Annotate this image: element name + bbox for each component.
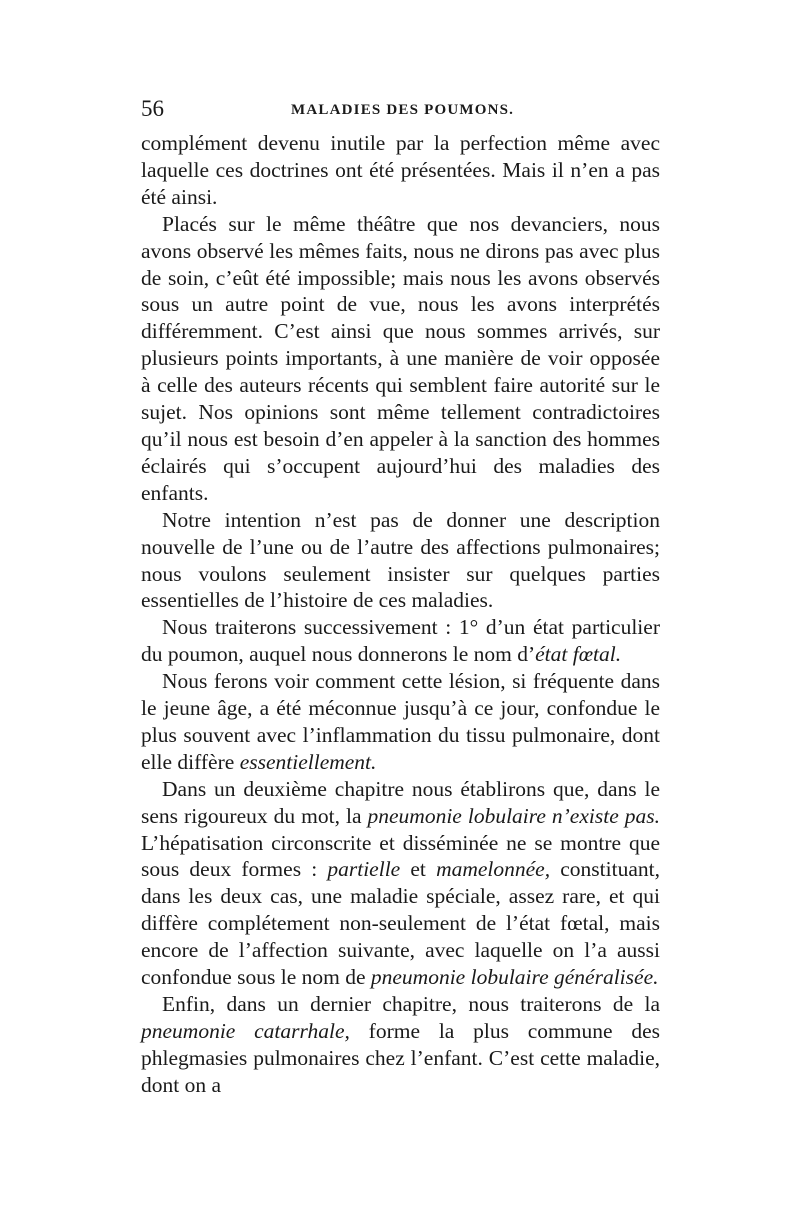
paragraph-text: forme la plus commune des phlegmasies pulmonaires chez l’enfant. C’est cette maladie, dont on a <box>141 1018 660 1097</box>
paragraph-text: Placés sur le même théâtre que nos devanciers, nous avons observé les mêmes faits, nous ne dirons pas avec plus de soin, c’eût été impossible; mais nous les avons observés sous un autre point de vue, nous les avons interprétés différemment. C’est ainsi que nous sommes arrivés, sur plusieurs points importants, à une manière de voir opposée à celle des auteurs récents qui semblent faire autorité sur le sujet. Nos opinions sont même tellement contradictoires qu’il nous est besoin d’en appeler à la sanction des hommes éclairés qui s’occupent aujourd’hui des maladies des enfants. <box>141 211 660 505</box>
paragraph-3 <box>141 507 660 615</box>
page-number: 56 <box>141 96 164 121</box>
paragraph-1 <box>141 130 660 211</box>
paragraph-7 <box>141 991 660 1099</box>
paragraph-text: Nous ferons voir comment cette lésion, si fréquente dans le jeune âge, a été méconnue jusqu’à ce jour, confondue le plus souvent avec l’inflammation du tissu pulmonaire, dont elle diffère <box>141 669 660 774</box>
italic-term: pneumonie catarrhale, <box>141 1018 350 1043</box>
paragraph-text: Dans un deuxième chapitre nous établirons que, dans le sens rigoureux du mot, la <box>141 776 660 828</box>
paragraph-text: Enfin, dans un dernier chapitre, nous traiterons de la <box>162 992 660 1016</box>
paragraph-text: et <box>400 857 437 882</box>
paragraph-text: complément devenu inutile par la perfection même avec laquelle ces doctrines ont été présentées. Mais il n’en a pas été ainsi. <box>141 131 660 209</box>
italic-term: mamelonnée, <box>436 857 551 882</box>
paragraph-2 <box>141 211 660 507</box>
running-header <box>141 96 660 126</box>
italic-term: pneumonie lobulaire n’existe pas. <box>367 803 660 828</box>
paragraph-text: constituant, dans les deux cas, une maladie spéciale, assez rare, et qui diffère complétement non-seulement de l’état fœtal, mais encore de l’affection suivante, avec laquelle on l’a aussi confondue sous le nom de <box>141 857 660 990</box>
running-title: MALADIES DES POUMONS. <box>291 102 515 118</box>
paragraph-5 <box>141 668 660 776</box>
paragraph-text: Nous traiterons successivement : 1° d’un état particulier du poumon, auquel nous donnerons le nom d’ <box>141 615 660 667</box>
paragraph-text: Notre intention n’est pas de donner une description nouvelle de l’une ou de l’autre des affections pulmonaires; nous voulons seulement insister sur quelques parties essentielles de l’histoire de ces maladies. <box>141 507 660 613</box>
paragraph-4 <box>141 614 660 668</box>
paragraph-6 <box>141 776 660 991</box>
italic-term: essentiellement. <box>239 749 377 774</box>
italic-term: partielle <box>327 857 401 882</box>
body-text <box>141 130 660 1099</box>
paragraph-text: L’hépatisation circonscrite et disséminée ne se montre que sous deux formes : <box>141 830 660 882</box>
italic-term: pneumonie lobulaire généralisée. <box>370 965 659 990</box>
italic-term: état fœtal. <box>535 642 622 667</box>
